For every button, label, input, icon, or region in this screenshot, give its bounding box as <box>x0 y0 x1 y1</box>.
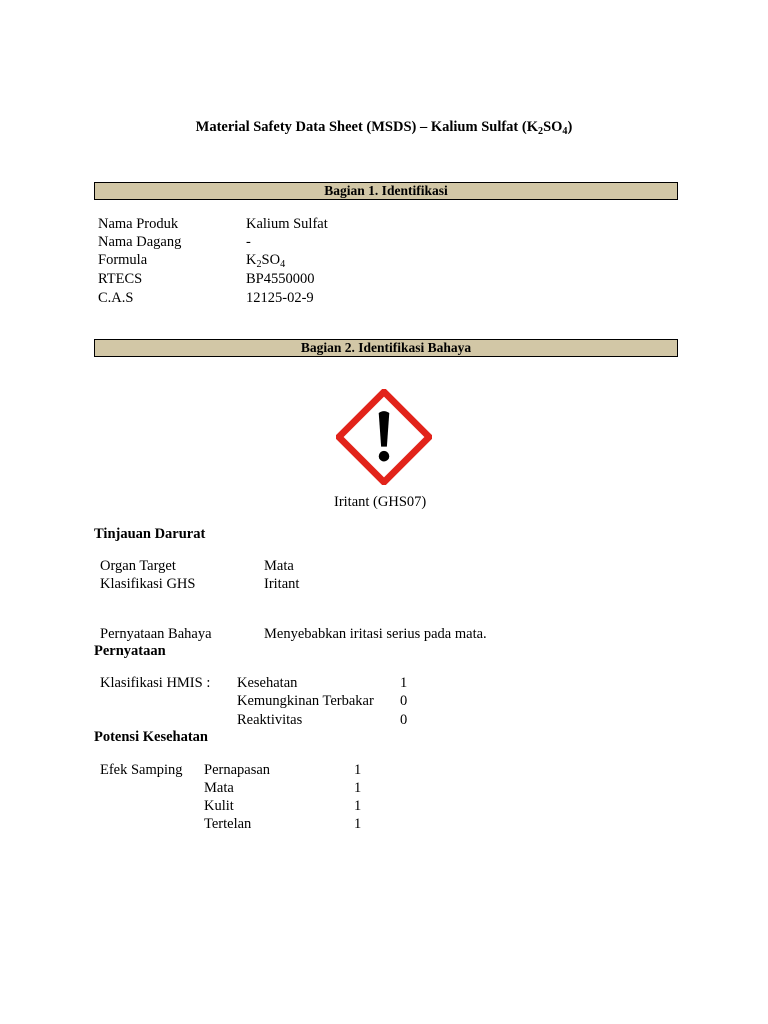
side-effect-value: 1 <box>354 762 362 778</box>
statement-heading: Pernyataan <box>94 643 166 659</box>
hmis-item-value: 1 <box>400 675 408 691</box>
side-effect-value: 1 <box>354 780 362 796</box>
hazard-statement-value: Menyebabkan iritasi serius pada mata. <box>264 626 487 642</box>
row-label-formula: Formula <box>98 252 148 268</box>
hmis-item-value: 0 <box>400 693 408 709</box>
side-effect-value: 1 <box>354 816 362 832</box>
section-2-heading: Bagian 2. Identifikasi Bahaya <box>94 339 678 357</box>
row-label-cas: C.A.S <box>98 290 134 306</box>
row-label-product-name: Nama Produk <box>98 216 179 232</box>
pictogram-caption: Iritant (GHS07) <box>334 494 427 510</box>
hmis-label: Klasifikasi HMIS : <box>100 675 211 691</box>
hmis-item-value: 0 <box>400 712 408 728</box>
ghs07-exclamation-icon <box>336 389 432 485</box>
document-title: Material Safety Data Sheet (MSDS) – Kalium Sulfat $(K_2SO_4)$ <box>195 119 573 137</box>
row-label-target-organ: Organ Target <box>100 558 176 574</box>
row-value-trade-name: - <box>246 234 251 250</box>
row-label-ghs-class: Klasifikasi GHS <box>100 576 196 592</box>
side-effect-value: 1 <box>354 798 362 814</box>
hmis-item-name: Kesehatan <box>237 675 298 691</box>
row-value-ghs-class: Iritant <box>264 576 300 592</box>
side-effect-name: Pernapasan <box>204 762 271 778</box>
hmis-item-name: Kemungkinan Terbakar <box>237 693 374 709</box>
row-value-rtecs: BP4550000 <box>246 271 315 287</box>
section-1-heading: Bagian 1. Identifikasi <box>94 182 678 200</box>
health-potential-heading: Potensi Kesehatan <box>94 729 208 745</box>
side-effect-name: Tertelan <box>204 816 252 832</box>
row-value-formula: $K_2SO_4$ <box>246 252 286 270</box>
side-effect-name: Mata <box>204 780 234 796</box>
side-effect-name: Kulit <box>204 798 234 814</box>
row-value-target-organ: Mata <box>264 558 294 574</box>
emergency-overview-heading: Tinjauan Darurat <box>94 526 206 542</box>
row-label-trade-name: Nama Dagang <box>98 234 182 250</box>
row-value-cas: 12125-02-9 <box>246 290 314 306</box>
hazard-statement-label: Pernyataan Bahaya <box>100 626 212 642</box>
side-effects-label: Efek Samping <box>100 762 183 778</box>
row-value-product-name: Kalium Sulfat <box>246 216 328 232</box>
hmis-item-name: Reaktivitas <box>237 712 303 728</box>
row-label-rtecs: RTECS <box>98 271 143 287</box>
